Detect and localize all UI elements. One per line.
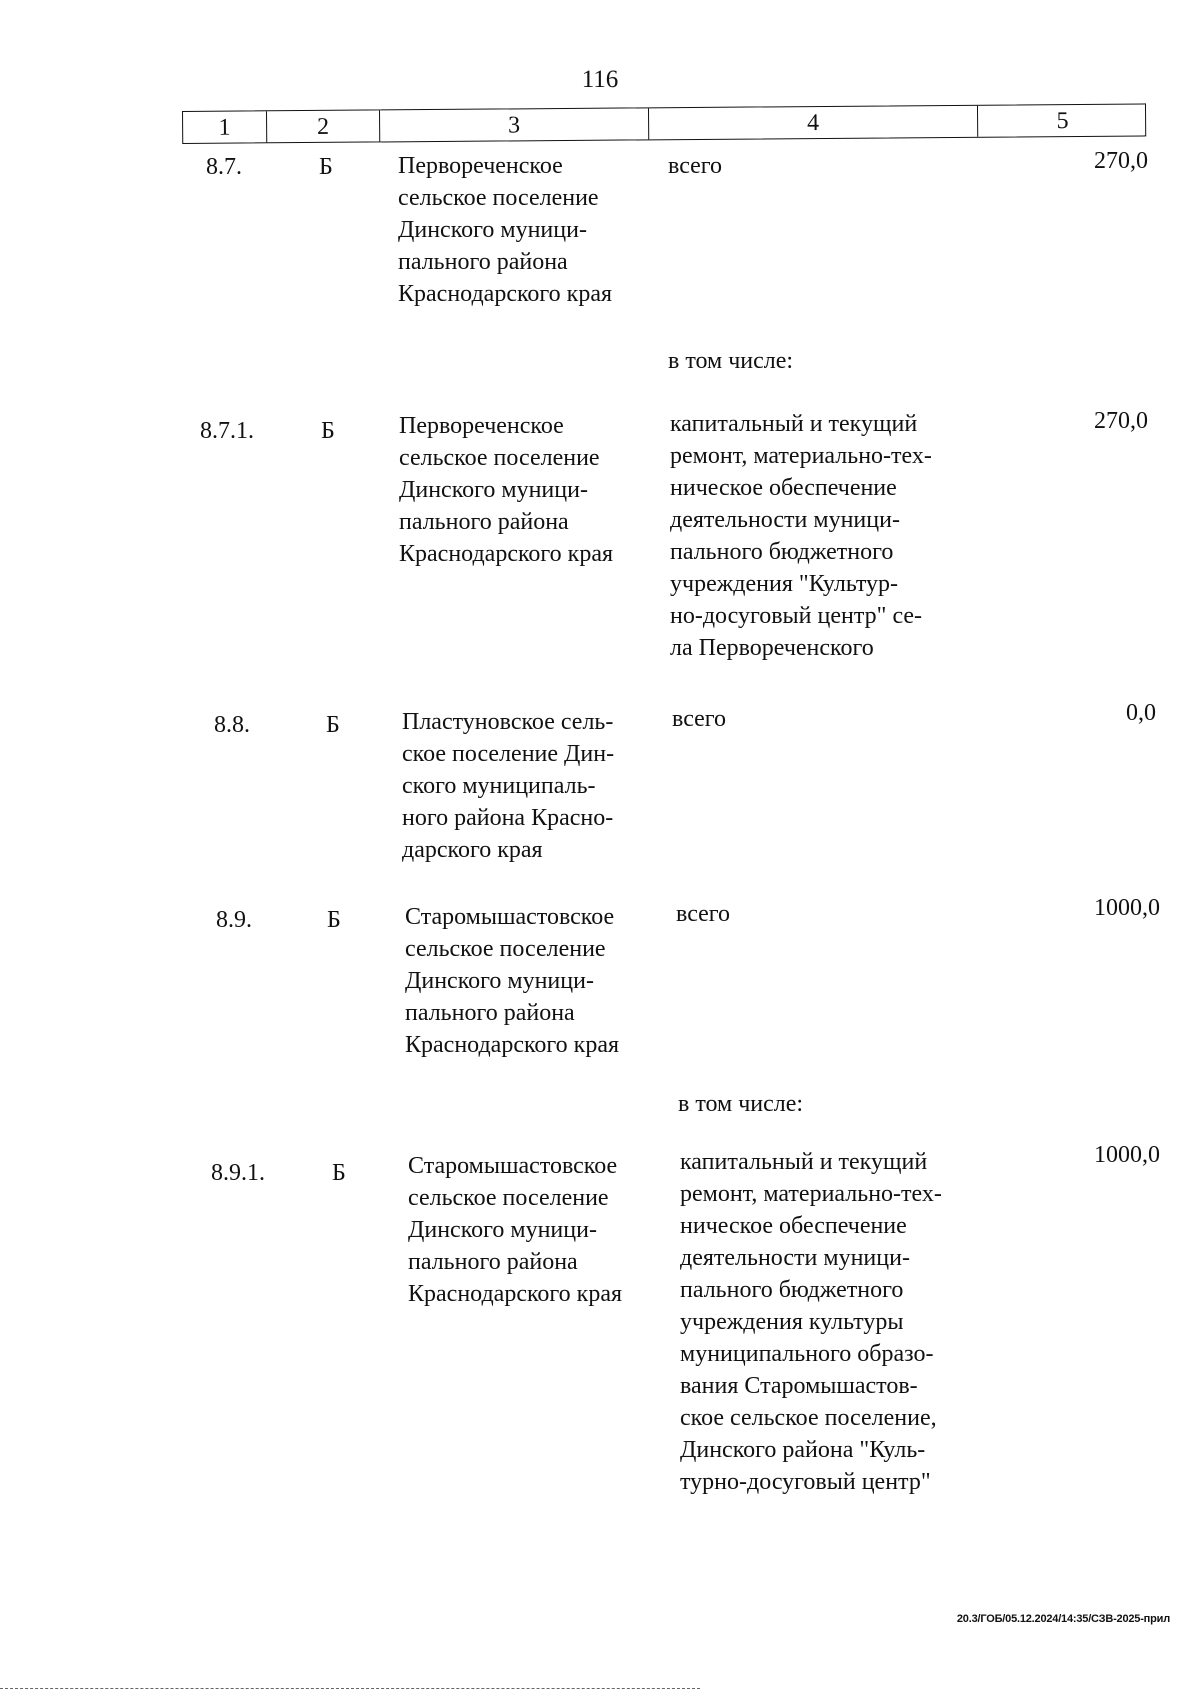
row-category: Б <box>321 418 335 444</box>
header-col-5: 5 <box>1056 108 1069 135</box>
page-number: 116 <box>581 66 619 93</box>
row-value: 1000,0 <box>1094 1142 1160 1168</box>
row-value: 270,0 <box>1094 148 1148 174</box>
row-organization: Старомышастовское сельское поселение Динского муници- пального района Краснодарского края <box>408 1153 623 1307</box>
row-number: 8.9.1. <box>211 1160 265 1186</box>
row-value: 1000,0 <box>1094 895 1160 921</box>
header-col-3: 3 <box>380 108 649 141</box>
row-organization: Старомышастовское сельское поселение Динского муници- пального района Краснодарского края <box>405 904 620 1058</box>
row-category: Б <box>327 907 341 933</box>
row-number: 8.9. <box>216 907 252 933</box>
row-number: 8.7. <box>206 154 242 180</box>
row-description: всего <box>672 706 727 732</box>
row-number: 8.7.1. <box>200 418 254 444</box>
row-description: всего <box>676 901 731 927</box>
header-col-2: 2 <box>267 110 380 142</box>
table-header-row <box>182 103 1146 144</box>
row-category: Б <box>326 712 340 738</box>
row-description: капитальный и текущий ремонт, материально-тех- ническое обеспечение деятельности муници- пального бюджетного учреждения "Культур- но-досуговый центр" се- ла Первореченского <box>670 411 932 661</box>
row-category: Б <box>332 1160 346 1186</box>
header-col-1: 1 <box>183 111 267 143</box>
row-value: 270,0 <box>1094 408 1148 434</box>
subheader-including: в том числе: <box>678 1091 804 1117</box>
document-code: 20.3/ГОБ/05.12.2024/14:35/СЗВ-2025-прил <box>956 1613 1170 1625</box>
row-number: 8.8. <box>214 712 250 738</box>
row-description: капитальный и текущий ремонт, материально-тех- ническое обеспечение деятельности муници- пального бюджетного учреждения культуры муниципального образо- вания Старомышастов- ское сельское поселение, Динского района "Куль- турно-досуговый центр" <box>680 1149 942 1495</box>
row-description: всего <box>668 153 723 179</box>
row-organization: Первореченское сельское поселение Динского муници- пального района Краснодарского края <box>398 153 613 307</box>
row-organization: Первореченское сельское поселение Динского муници- пального района Краснодарского края <box>399 413 614 567</box>
header-col-4: 4 <box>649 106 978 140</box>
scan-edge-line <box>0 1688 700 1689</box>
row-organization: Пластуновское сель- ское поселение Дин- ского муниципаль- ного района Красно- дарского края <box>402 709 615 863</box>
row-category: Б <box>319 154 333 180</box>
row-value: 0,0 <box>1126 700 1156 726</box>
subheader-including: в том числе: <box>668 348 794 374</box>
